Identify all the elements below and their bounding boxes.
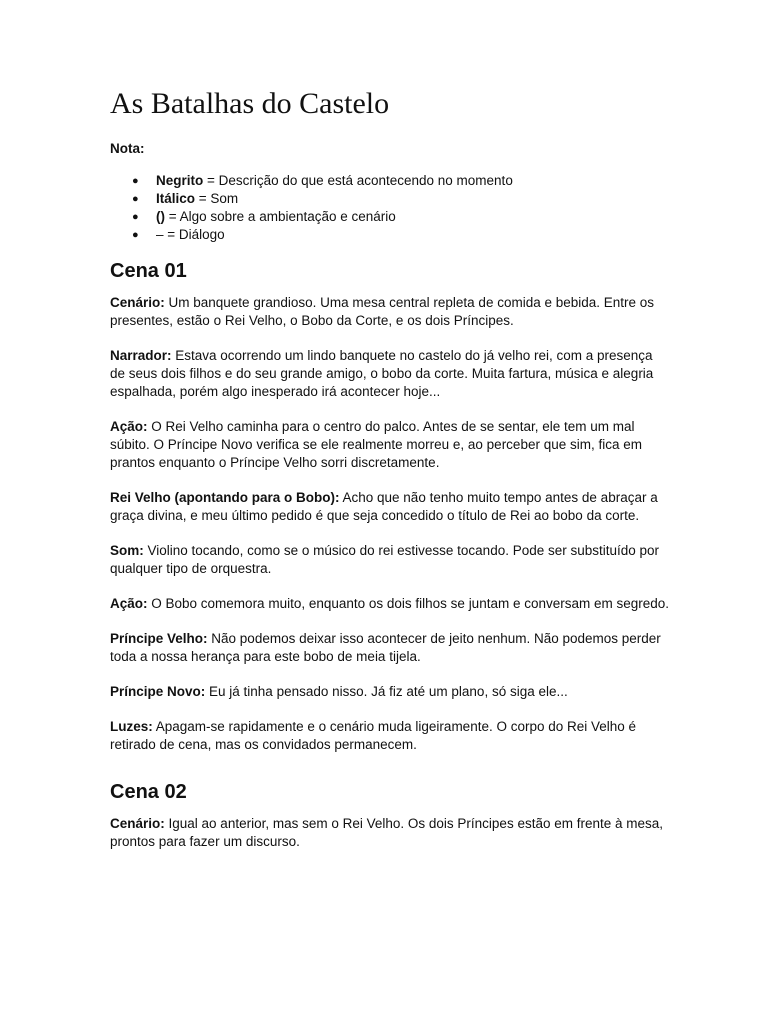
paragraph-text: Violino tocando, como se o músico do rei estivesse tocando. Pode ser substituído por qualquer tipo de orquestra. <box>110 543 660 576</box>
legend-description: = Descrição do que está acontecendo no momento <box>203 173 513 188</box>
speaker-label: Príncipe Velho: <box>110 631 208 646</box>
legend-item <box>110 172 670 190</box>
scene-heading: Cena 02 <box>110 781 187 803</box>
legend-key: Itálico <box>156 191 196 206</box>
paragraph-text: O Bobo comemora muito, enquanto os dois filhos se juntam e conversam em segredo. <box>147 596 670 611</box>
paragraph-text: Eu já tinha pensado nisso. Já fiz até um plano, só siga ele... <box>205 684 568 699</box>
paragraph-text: O Rei Velho caminha para o centro do palco. Antes de se sentar, ele tem um mal súbito. O Príncipe Novo verifica se ele realmente morreu e, ao perceber que sim, fica em prantos enquanto o Príncipe Velho sorri discretamente. <box>110 419 642 470</box>
script-paragraph <box>110 815 670 851</box>
script-paragraph <box>110 683 670 701</box>
bullet-icon: ● <box>132 229 139 241</box>
paragraph-text: Estava ocorrendo um lindo banquete no castelo do já velho rei, com a presença de seus dois filhos e do seu grande amigo, o bobo da corte. Muita fartura, música e alegria espalhada, porém algo inesperado irá acontecer hoje... <box>110 348 654 399</box>
speaker-label: Cenário: <box>110 816 165 831</box>
paragraph-text: Igual ao anterior, mas sem o Rei Velho. Os dois Príncipes estão em frente à mesa, prontos para fazer um discurso. <box>110 816 664 849</box>
legend-description: = Algo sobre a ambientação e cenário <box>165 209 396 224</box>
paragraph-text: Um banquete grandioso. Uma mesa central repleta de comida e bebida. Entre os presentes, estão o Rei Velho, o Bobo da Corte, e os dois Príncipes. <box>110 295 655 328</box>
speaker-label: Príncipe Novo: <box>110 684 206 699</box>
scenes-container <box>110 258 670 851</box>
script-paragraph <box>110 595 670 613</box>
script-paragraph <box>110 718 670 754</box>
speaker-label: Ação: <box>110 419 148 434</box>
paragraph-text: Acho que não tenho muito tempo antes de abraçar a graça divina, e meu último pedido é que seja concedido o título de Rei ao bobo da corte. <box>110 490 658 523</box>
legend-description: – = Diálogo <box>156 227 225 242</box>
speaker-label: Luzes: <box>110 719 153 734</box>
script-paragraph <box>110 489 670 525</box>
bullet-icon: ● <box>132 211 139 223</box>
speaker-label: Rei Velho (apontando para o Bobo): <box>110 490 340 505</box>
script-paragraph <box>110 418 670 472</box>
legend-list <box>110 172 670 244</box>
script-paragraph <box>110 542 670 578</box>
paragraph-text: Apagam-se rapidamente e o cenário muda ligeiramente. O corpo do Rei Velho é retirado de cena, mas os convidados permanecem. <box>110 719 637 752</box>
script-paragraph <box>110 630 670 666</box>
legend-item <box>110 190 670 208</box>
speaker-label: Cenário: <box>110 295 165 310</box>
legend-description: = Som <box>195 191 239 206</box>
scene-spacer <box>110 771 670 779</box>
bullet-icon: ● <box>132 193 139 205</box>
scene-heading: Cena 01 <box>110 260 187 282</box>
bullet-icon: ● <box>132 175 139 187</box>
legend-key: () <box>156 209 165 224</box>
speaker-label: Ação: <box>110 596 148 611</box>
legend-item <box>110 226 670 244</box>
speaker-label: Narrador: <box>110 348 172 363</box>
legend-item <box>110 208 670 226</box>
speaker-label: Som: <box>110 543 144 558</box>
document-title: As Batalhas do Castelo <box>110 87 390 120</box>
legend-key: Negrito <box>156 173 204 188</box>
paragraph-text: Não podemos deixar isso acontecer de jeito nenhum. Não podemos perder toda a nossa herança para este bobo de meia tijela. <box>110 631 661 664</box>
script-paragraph <box>110 347 670 401</box>
document-content <box>110 84 670 868</box>
script-paragraph <box>110 294 670 330</box>
note-label: Nota: <box>110 141 145 156</box>
